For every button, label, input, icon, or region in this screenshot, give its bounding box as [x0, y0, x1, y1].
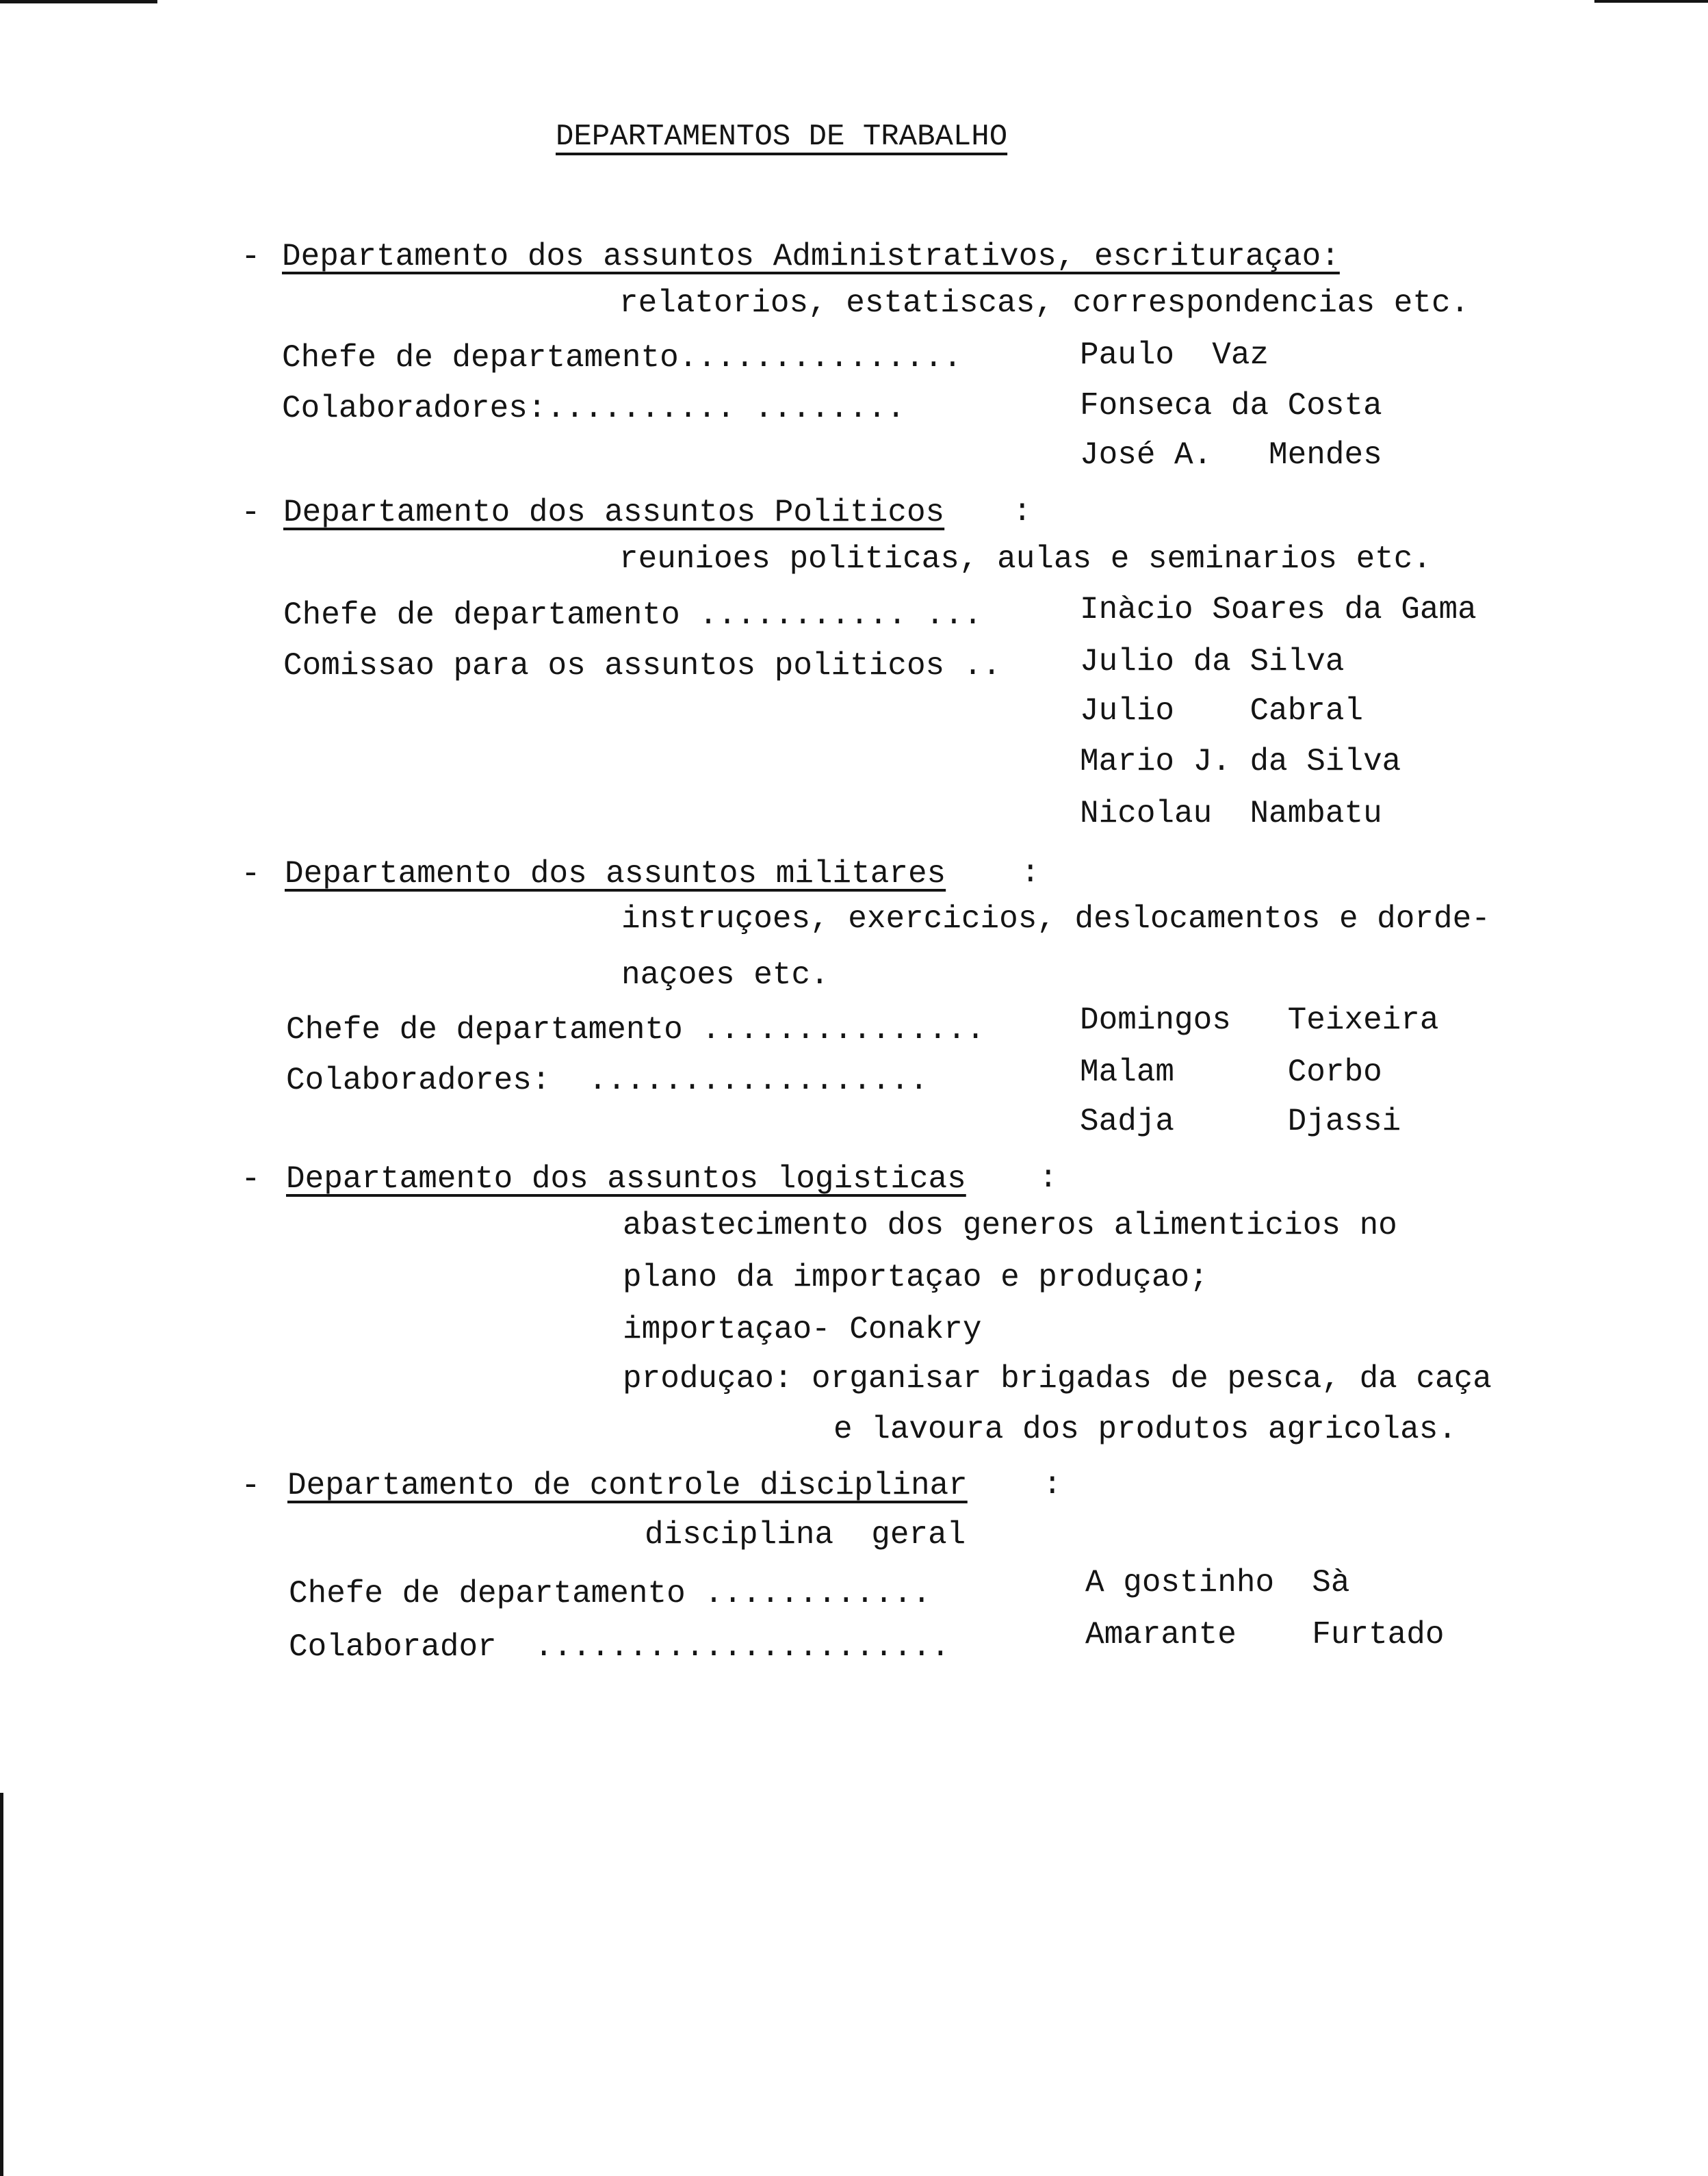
role-name: Sadja Djassi [1080, 1104, 1401, 1139]
department-tasks: relatorios, estatiscas, correspondencias etc. [619, 285, 1470, 321]
department-tasks: abastecimento dos generos alimenticios no [623, 1208, 1397, 1243]
department-heading: Departamento dos assuntos Administrativos, escrituraçao: [282, 239, 1340, 274]
role-label: Colaboradores:.......... ........ [282, 391, 905, 426]
page-title: DEPARTAMENTOS DE TRABALHO [556, 120, 1008, 154]
department-heading: Departamento dos assuntos Politicos [283, 495, 945, 530]
role-label: Colaborador ...................... [289, 1629, 950, 1665]
role-name: Julio da Silva [1080, 644, 1345, 679]
role-label: Chefe de departamento ........... ... [283, 597, 983, 633]
role-name: Amarante Furtado [1085, 1617, 1445, 1653]
section-dash: - [241, 856, 261, 893]
heading-colon: : [1039, 1161, 1058, 1196]
role-label: Chefe de departamento ............ [289, 1576, 931, 1611]
department-tasks: reunioes politicas, aulas e seminarios etc. [619, 541, 1432, 577]
department-tasks: e lavoura dos produtos agricolas. [833, 1412, 1457, 1447]
department-tasks: produçao: organisar brigadas de pesca, da caça [623, 1361, 1492, 1397]
role-name: Inàcio Soares da Gama [1080, 592, 1477, 627]
heading-colon: : [1021, 855, 1040, 891]
role-name: Malam Corbo [1080, 1054, 1382, 1090]
department-tasks: plano da importaçao e produçao; [623, 1260, 1208, 1295]
department-tasks: disciplina geral [645, 1517, 966, 1553]
section-dash: - [241, 1468, 261, 1505]
role-label: Comissao para os assuntos politicos .. [283, 648, 1001, 684]
department-tasks: naçoes etc. [621, 957, 829, 993]
role-label: Colaboradores: .................. [286, 1063, 929, 1098]
section-dash: - [241, 239, 261, 276]
scan-edge-mark-top-left [0, 0, 157, 3]
scan-edge-mark-left [0, 1793, 3, 2176]
role-name: José A. Mendes [1080, 437, 1382, 473]
role-name: Domingos Teixeira [1080, 1002, 1439, 1038]
section-dash: - [241, 495, 261, 532]
heading-colon: : [1043, 1467, 1062, 1503]
department-heading: Departamento de controle disciplinar [287, 1468, 968, 1503]
role-name: Paulo Vaz [1080, 337, 1269, 373]
scan-edge-mark-top-right [1594, 0, 1708, 3]
role-label: Chefe de departamento............... [282, 340, 962, 376]
role-label: Chefe de departamento ............... [286, 1012, 985, 1048]
department-tasks: importaçao- Conakry [623, 1312, 982, 1347]
department-tasks: instruçoes, exercicios, deslocamentos e dorde- [621, 901, 1490, 937]
department-heading: Departamento dos assuntos militares [285, 856, 946, 892]
department-heading: Departamento dos assuntos logisticas [286, 1161, 966, 1197]
role-name: Fonseca da Costa [1080, 388, 1382, 424]
role-name: Mario J. da Silva [1080, 744, 1401, 779]
role-name: A gostinho Sà [1085, 1565, 1350, 1601]
heading-colon: : [1013, 494, 1032, 530]
section-dash: - [241, 1161, 261, 1198]
role-name: Julio Cabral [1080, 693, 1364, 729]
role-name: Nicolau Nambatu [1080, 796, 1382, 831]
